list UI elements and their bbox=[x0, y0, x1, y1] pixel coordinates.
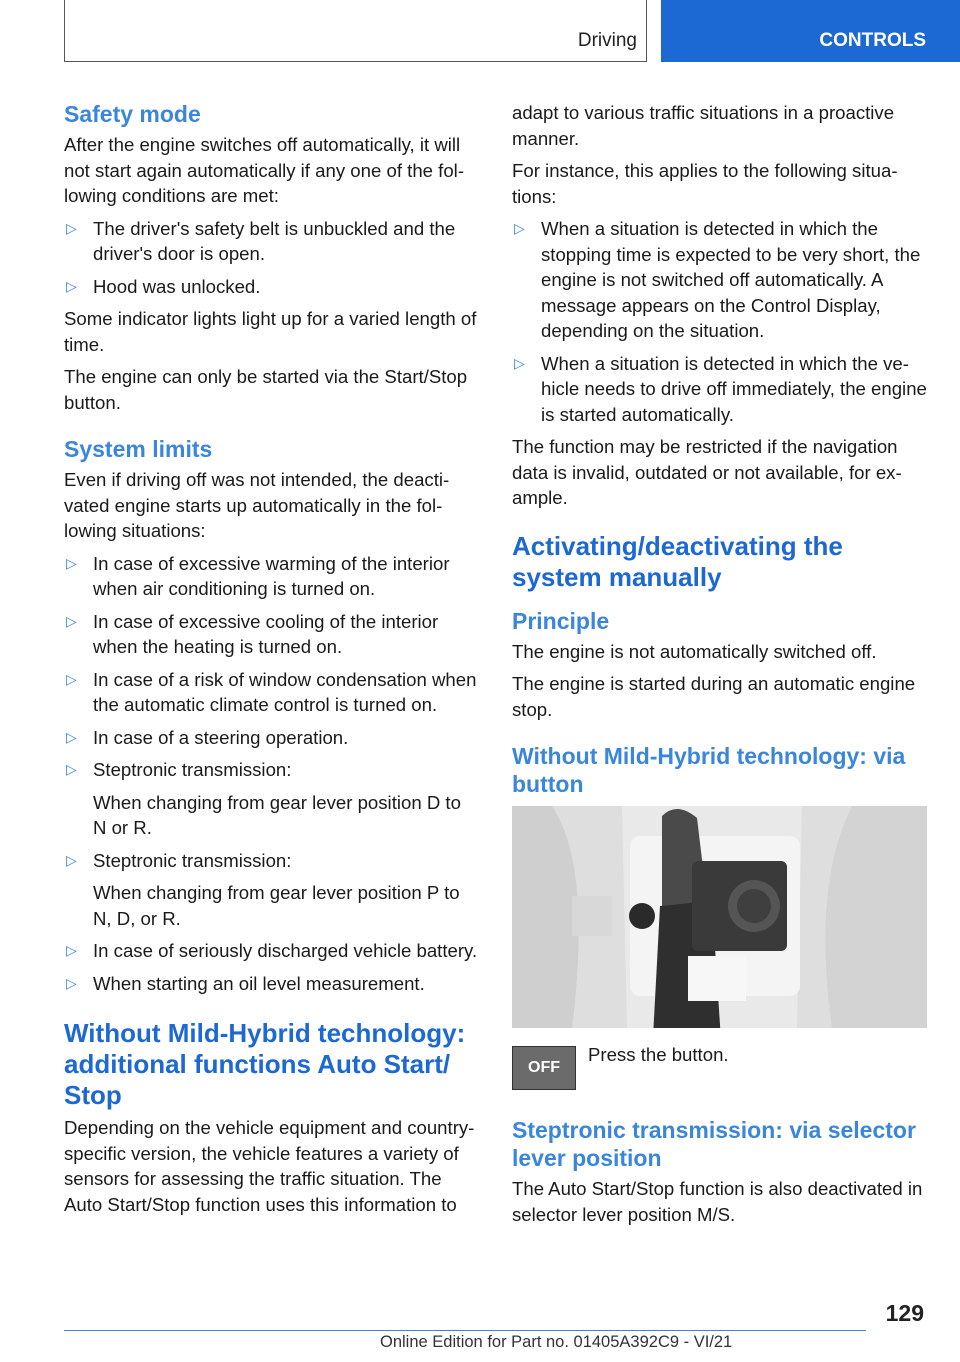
list-item: ▷ In case of a risk of window condensation when the automatic climate control is turned on. bbox=[66, 668, 477, 715]
list-item: ▷ When a situation is detected in which the vehicle needs to drive off immediately, the engine is started automatically. bbox=[514, 352, 927, 425]
system-limits-heading: System limits bbox=[64, 436, 213, 462]
manual-activation-heading: Activating/deactivating the system manually bbox=[512, 530, 843, 592]
situations-list bbox=[512, 216, 927, 427]
list-item: ▷ When a situation is detected in which the stopping time is expected to be very short, the engine is not switched off automatically. A message appears on the Control Display, depending on the situation. bbox=[514, 218, 921, 341]
triangle-bullet-icon: ▷ bbox=[66, 612, 77, 629]
page-number: 129 bbox=[885, 1300, 924, 1326]
safety-mode-heading: Safety mode bbox=[64, 101, 201, 127]
triangle-bullet-icon: ▷ bbox=[66, 942, 77, 958]
triangle-bullet-icon: ▷ bbox=[66, 761, 77, 777]
safety-conditions-list bbox=[64, 216, 479, 300]
triangle-bullet-icon: ▷ bbox=[66, 974, 77, 991]
mild-hybrid-heading: Without Mild-Hybrid technology: additional functions Auto Start/ Stop bbox=[64, 1018, 466, 1110]
triangle-bullet-icon: ▷ bbox=[66, 219, 77, 236]
triangle-bullet-icon: ▷ bbox=[514, 354, 525, 371]
list-item: ▷ In case of excessive cooling of the interior when the heating is turned on. bbox=[66, 610, 439, 657]
list-item: ▷ In case of excessive warming of the interior when air conditioning is turned on. bbox=[66, 552, 450, 599]
header-chapter-tab[interactable] bbox=[661, 0, 960, 62]
left-column bbox=[64, 100, 479, 1224]
limits-intro: Even if driving off was not intended, the deactivated engine starts up automatically in the following situations: bbox=[64, 469, 450, 541]
triangle-bullet-icon: ▷ bbox=[66, 554, 77, 571]
triangle-bullet-icon: ▷ bbox=[66, 728, 77, 745]
list-item: ▷ Hood was unlocked. bbox=[64, 274, 479, 300]
steptronic-heading: Steptronic transmission: via selector lever position bbox=[512, 1117, 916, 1171]
list-item: ▷ In case of a steering operation. bbox=[64, 725, 479, 751]
footer-edition: Online Edition for Part no. 01405A392C9 - VI/21 bbox=[380, 1333, 733, 1351]
navigation-note: The function may be restricted if the navigation data is invalid, outdated or not available, for example. bbox=[512, 436, 902, 508]
situations-intro: For instance, this applies to the following situations: bbox=[512, 160, 898, 207]
continued-paragraph: adapt to various traffic situations in a proactive manner. bbox=[512, 102, 895, 149]
triangle-bullet-icon: ▷ bbox=[66, 670, 77, 687]
off-icon-label: OFF bbox=[528, 1059, 560, 1076]
list-item: ▷ When starting an oil level measurement. bbox=[64, 971, 479, 997]
right-column bbox=[512, 100, 927, 1234]
list-item: ▷ Steptronic transmission: When changing from gear lever position D to N or R. bbox=[64, 757, 479, 841]
limits-list bbox=[64, 551, 479, 997]
list-item: ▷ The driver's safety belt is unbuckled and the driver's door is open. bbox=[66, 217, 456, 264]
press-button-text: Press the button. bbox=[588, 1044, 729, 1065]
list-item-detail: When changing from gear lever position P to N, D, or R. bbox=[93, 882, 460, 929]
safety-intro: After the engine switches off automatically, it will not start again automatically if any one of the following conditions are met: bbox=[64, 134, 465, 206]
mild-hybrid-paragraph: Depending on the vehicle equipment and country-specific version, the vehicle features a variety of sensors for assessing the traffic situation. The Auto Start/Stop function uses this information to bbox=[64, 1117, 475, 1215]
center-console-image bbox=[512, 806, 927, 1028]
press-button-note bbox=[512, 1042, 927, 1104]
via-button-heading: Without Mild-Hybrid technology: via button bbox=[512, 743, 906, 797]
header-section-title: Driving bbox=[577, 30, 637, 51]
footer-divider bbox=[64, 1330, 866, 1331]
principle-paragraph: The engine is not automatically switched off. bbox=[512, 640, 877, 662]
safety-paragraph: Some indicator lights light up for a varied length of time. bbox=[64, 308, 477, 355]
chapter-label: CONTROLS bbox=[819, 30, 926, 51]
principle-heading: Principle bbox=[512, 607, 610, 634]
list-item-detail: When changing from gear lever position D to N or R. bbox=[93, 791, 461, 838]
steptronic-paragraph: The Auto Start/Stop function is also deactivated in selector lever position M/S. bbox=[512, 1178, 923, 1225]
triangle-bullet-icon: ▷ bbox=[514, 220, 525, 236]
list-item: ▷ Steptronic transmission: When changing from gear lever position P to N, D, or R. bbox=[64, 848, 479, 932]
auto-start-stop-off-icon bbox=[512, 1046, 576, 1090]
list-item: ▷ In case of seriously discharged vehicle battery. bbox=[64, 938, 479, 964]
triangle-bullet-icon: ▷ bbox=[66, 277, 77, 294]
header-frame bbox=[64, 0, 647, 62]
safety-paragraph: The engine can only be started via the Start/Stop button. bbox=[64, 366, 468, 413]
triangle-bullet-icon: ▷ bbox=[66, 851, 77, 868]
principle-paragraph: The engine is started during an automatic engine stop. bbox=[512, 673, 916, 720]
